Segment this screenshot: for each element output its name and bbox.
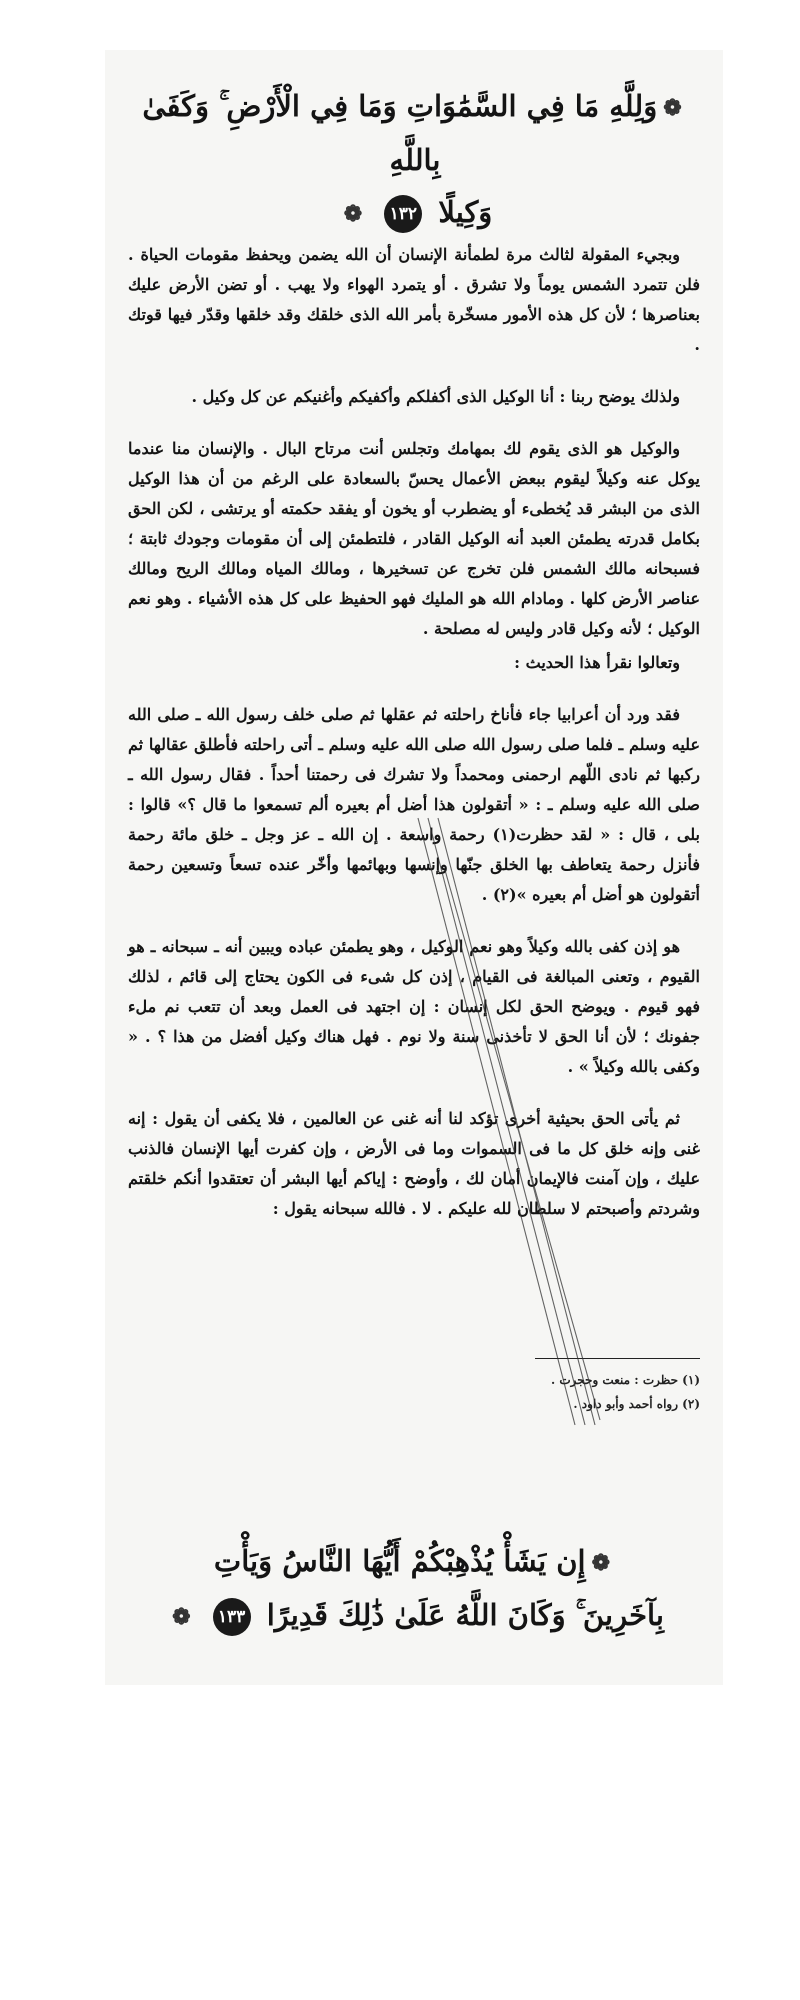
verse-top-text-2: وَكِيلًا: [438, 195, 493, 229]
footnote-2: (٢) رواه أحمد وأبو داود .: [573, 1397, 700, 1411]
verse-bottom-line-2: [130, 1589, 700, 1643]
footnotes: [128, 1368, 700, 1416]
verse-top-line-2: [130, 186, 700, 240]
floral-ornament-icon: ❁: [172, 1604, 191, 1630]
verse-top-line-1: [130, 80, 700, 186]
verse-block-top: [130, 80, 700, 240]
verse-bottom-line-1: [130, 1535, 700, 1589]
floral-ornament-icon: ❁: [663, 95, 682, 121]
ayah-number-badge: ١٣٢: [384, 195, 422, 233]
verse-block-bottom: [130, 1535, 700, 1643]
paragraph: ثم يأتى الحق بحيثية أخرى تؤكد لنا أنه غنى عن العالمين ، فلا يكفى أن يقول : إنه غنى وإنه خلق كل ما فى السموات وما فى الأرض ، وإن كفرت أيها الإنسان فالذنب عليك ، وإن آمنت فالإيمان أمان لك ، وأوضح : إياكم أيها البشر أن تعتقدوا أنكم خلقتم وشردتم وأصبحتم لا سلطان لله عليكم . لا . فالله سبحانه يقول :: [128, 1109, 700, 1218]
ayah-number-badge: ١٣٣: [213, 1598, 251, 1636]
paragraph: والوكيل هو الذى يقوم لك بمهامك وتجلس أنت مرتاح البال . والإنسان منا عندما يوكل عنه وكيلاً ليقوم ببعض الأعمال يحسّ بالسعادة على الرغم من أن هذا الوكيل الذى من البشر قد يُخطىء أو يضطرب أو يخون أو يفقد حكمته أو يرتشى ، لكن الحق بكامل قدرته يطمئن العبد أنه الوكيل القادر ، فلتطمئن إلى أن مقومات وجودك ثابتة ؛ فسبحانه مالك الشمس فلن تخرج عن تسخيرها ، ومالك المياه ومالك الريح ومالك عناصر الأرض كلها . ومادام الله هو المليك فهو الحفيظ على كل هذه الأشياء . وهو نعم الوكيل ؛ لأنه وكيل قادر وليس له مصلحة .: [128, 439, 700, 638]
paragraph: وتعالوا نقرأ هذا الحديث :: [514, 653, 680, 672]
paragraph: هو إذن كفى بالله وكيلاً وهو نعم الوكيل ، وهو يطمئن عباده ويبين أنه ـ سبحانه ـ هو القيوم ، وتعنى المبالغة فى القيام ، إذن كل شىء فى الكون يحتاج إلى قائم ، لذلك فهو قيوم . ويوضح الحق لكل إنسان : إن اجتهد فى العمل وبعد أن تتعب نم ملء جفونك ؛ لأن أنا الحق لا تأخذنى سنة ولا نوم . فهل هناك وكيل أفضل من هذا ؟ . « وكفى بالله وكيلاً » .: [128, 937, 700, 1076]
commentary-body: [128, 240, 700, 1246]
footnote-divider: [535, 1358, 700, 1359]
floral-ornament-icon: ❁: [591, 1550, 611, 1576]
verse-bottom-text-1: إِن يَشَأْ يُذْهِبْكُمْ أَيُّهَا النَّاسُ وَيَأْتِ: [213, 1544, 586, 1578]
verse-bottom-text-2: بِآخَرِينَ ۚ وَكَانَ اللَّهُ عَلَىٰ ذَٰلِكَ قَدِيرًا: [266, 1598, 664, 1632]
paragraph: ولذلك يوضح ربنا : أنا الوكيل الذى أكفلكم وأكفيكم وأغنيكم عن كل وكيل .: [191, 387, 680, 406]
footnote-1: (١) حظرت : منعت وحجرت .: [551, 1373, 700, 1387]
paragraph: فقد ورد أن أعرابيا جاء فأناخ راحلته ثم عقلها ثم صلى خلف رسول الله ـ صلى الله عليه وسلم ـ فلما صلى رسول الله صلى الله عليه وسلم ـ أتى راحلته فأطلق عقالها ثم ركبها ثم نادى اللّهم ارحمنى ومحمداً ولا تشرك فى رحمتنا أحداً . فقال رسول الله ـ صلى الله عليه وسلم ـ : « أتقولون هذا أضل أم بعيره ألم تسمعوا ما قال ؟» قالوا : بلى ، قال : « لقد حظرت(١) رحمة واسعة . إن الله ـ عز وجل ـ خلق مائة رحمة فأنزل رحمة يتعاطف بها الخلق جنّها وإنسها وبهائمها وأخّر عنده تسعاً وتسعين رحمة أتقولون هو أضل أم بعيره »(٢) .: [128, 705, 700, 904]
floral-ornament-icon: ❁: [343, 201, 363, 227]
verse-top-text-1: وَلِلَّهِ مَا فِي السَّمَٰوَاتِ وَمَا فِي الْأَرْضِ ۚ وَكَفَىٰ بِاللَّهِ: [142, 89, 658, 177]
paragraph: وبجيء المقولة لثالث مرة لطمأنة الإنسان أن الله يضمن ويحفظ مقومات الحياة . فلن تتمرد الشمس يوماً ولا تشرق . أو يتمرد الهواء ولا يهب . أو تضن الأرض عليك بعناصرها ؛ لأن كل هذه الأمور مسخّرة بأمر الله الذى خلقك وقد خلقها وقدّر فيها قوتك .: [128, 245, 700, 354]
